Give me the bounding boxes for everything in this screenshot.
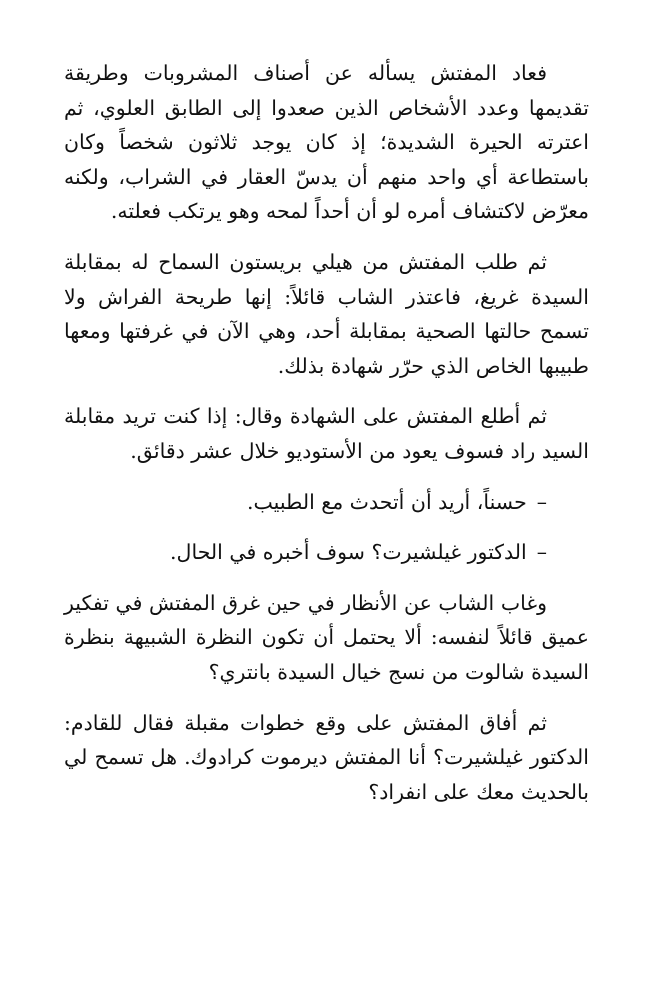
dialog-dash: –: [536, 489, 547, 514]
paragraph-3: ثم أطلع المفتش على الشهادة وقال: إذا كنت تريد مقابلة السيد راد فسوف يعود من الأستوديو خلال عشر دقائق.: [64, 404, 589, 463]
dialog-dash: –: [536, 540, 547, 565]
dialog-line-2: [64, 535, 589, 570]
paragraph-2: ثم طلب المفتش من هيلي بريستون السماح له بمقابلة السيدة غريغ، فاعتذر الشاب قائلاً: إنها طريحة الفراش ولا تسمح حالتها الصحية بمقابلة أحد، وهي الآن في غرفتها ومعها طبيبها الخاص الذي حرّر شهادة بذلك.: [64, 249, 589, 378]
paragraph-4: وغاب الشاب عن الأنظار في حين غرق المفتش في تفكير عميق قائلاً لنفسه: ألا يحتمل أن تكون النظرة الشبيهة بنظرة السيدة شالوت من نسج خيال السيدة بانتري؟: [64, 590, 589, 684]
dialog-line-1: [64, 485, 589, 520]
dialog-text: الدكتور غيلشيرت؟ سوف أخبره في الحال.: [170, 540, 527, 565]
dialog-text: حسناً، أريد أن أتحدث مع الطبيب.: [246, 489, 527, 514]
paragraph-5: ثم أفاق المفتش على وقع خطوات مقبلة فقال للقادم: الدكتور غيلشيرت؟ أنا المفتش ديرموت كرادوك. هل تسمح لي بالحديث معك على انفراد؟: [64, 710, 589, 804]
paragraph-1: فعاد المفتش يسأله عن أصناف المشروبات وطريقة تقديمها وعدد الأشخاص الذين صعدوا إلى الطابق العلوي، ثم اعترته الحيرة الشديدة؛ إذ كان يوجد ثلاثون شخصاً وكان باستطاعة أي واحد منهم أن يدسّ العقار في الشراب، ولكنه معرّض لاكتشاف أمره لو أن أحداً لمحه وهو يرتكب فعلته.: [64, 61, 589, 224]
